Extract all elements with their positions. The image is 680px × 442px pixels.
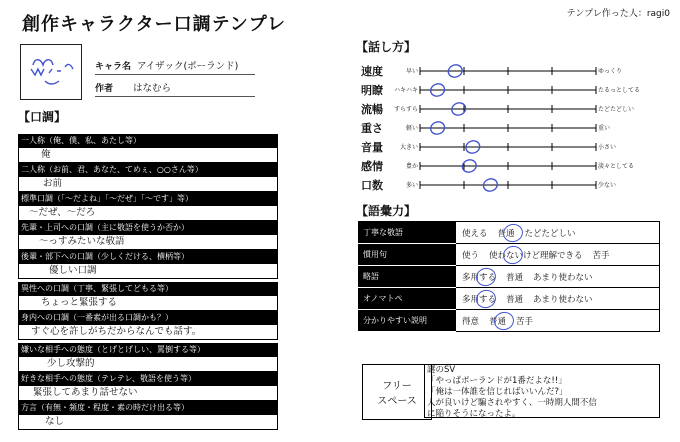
- scale-left-hint: 多い: [405, 182, 418, 189]
- vocab-row: [359, 244, 660, 266]
- free-space-line: 人が良いけど騙されやすく、一時期人間不信: [427, 398, 597, 408]
- template-credit: テンプレ作った人：ragi0: [566, 9, 670, 19]
- vocab-label: オノマトペ: [359, 288, 456, 310]
- speech-item-header: 身内への口調（一番素が出る口調かも？）: [18, 311, 278, 325]
- vocab-option: あまり使わない: [533, 294, 593, 305]
- scale-right-hint: たどたどしい: [598, 106, 635, 113]
- vocab-section-heading: 【語彙力】: [356, 204, 417, 218]
- free-space-line: 「俺は一体誰を信じればいいんだ?」: [427, 387, 568, 397]
- speech-item-header: 二人称（お前、君、あなた、てめぇ、○○さん等）: [18, 163, 278, 177]
- speech-item-header: 一人称（俺、僕、私、あたし等）: [18, 134, 278, 148]
- speech-item-text: 〜だぜ、〜だろ: [29, 207, 96, 218]
- speech-section-heading: 【口調】: [18, 110, 67, 124]
- author-value: はなむら: [133, 83, 172, 94]
- vocab-table: [358, 221, 660, 332]
- vocab-option: 苦手: [592, 250, 610, 261]
- speech-item-header: 標準口調（「〜だよね」「〜だぜ」「〜です」等）: [18, 192, 278, 206]
- vocab-option: 使う: [462, 250, 480, 261]
- vocab-label: 丁寧な敬語: [359, 222, 456, 244]
- scale-right-hint: 重い: [598, 125, 611, 132]
- scale-label: 感情: [361, 160, 383, 173]
- vocab-option: 多用する: [462, 294, 497, 305]
- scale-label: 明瞭: [361, 84, 383, 97]
- vocab-option: 普通: [506, 272, 524, 283]
- speech-item-header: 異性への口調（丁寧、緊張してどもる等）: [18, 282, 278, 296]
- scale-right-hint: 少ない: [598, 182, 617, 189]
- vocab-option: たどたどしい: [524, 228, 576, 239]
- speech-item-header: 好きな相手への態度（テレテレ、敬語を使う等）: [18, 372, 278, 386]
- vocab-options: [456, 266, 660, 288]
- scale-row: [420, 158, 596, 174]
- speech-item-text: 優しい口調: [49, 265, 97, 276]
- vocab-options: [456, 310, 660, 332]
- speech-item-header: 嫌いな相手への態度（とげとげしい、罵倒する等）: [18, 343, 278, 357]
- speech-item-text: 〜っすみたいな敬語: [39, 236, 125, 247]
- scale-left-hint: すらすら: [394, 106, 419, 113]
- scale-row: [420, 139, 596, 155]
- vocab-row: [359, 310, 660, 332]
- vocab-row: [359, 288, 660, 310]
- character-name-value: アイザック(ポーランド): [137, 61, 239, 72]
- scale-label: 流暢: [361, 103, 383, 116]
- speech-item-header: 先輩・上司への口調（主に敬語を使うか否か）: [18, 221, 278, 235]
- free-space-label-box: [362, 364, 432, 420]
- scale-left-hint: 軽い: [405, 125, 418, 132]
- scale-left-hint: ハキハキ: [394, 87, 419, 94]
- vocab-option: 普通: [489, 316, 507, 327]
- character-name-label: キャラ名: [95, 62, 132, 72]
- scale-label: 口数: [361, 179, 383, 192]
- vocab-option: あまり使わない: [533, 272, 593, 283]
- vocab-label: 略語: [359, 266, 456, 288]
- talk-section-heading: 【話し方】: [356, 40, 417, 54]
- scale-label: 速度: [361, 65, 383, 78]
- scale-row: [420, 120, 596, 136]
- scale-right-hint: 小さい: [598, 144, 617, 151]
- scale-right-hint: たるっとしてる: [598, 87, 641, 94]
- speech-item-text: なし: [45, 416, 65, 427]
- scale-label: 音量: [361, 141, 383, 154]
- vocab-option: 使わないけど理解できる: [489, 250, 583, 261]
- scale-row: [420, 177, 596, 193]
- author-label: 作者: [95, 84, 114, 94]
- vocab-options: [456, 244, 660, 266]
- scale-left-hint: 豊か: [405, 163, 418, 170]
- vocab-row: [359, 266, 660, 288]
- scale-left-hint: 大きい: [399, 144, 418, 151]
- vocab-option: 得意: [462, 316, 480, 327]
- speech-item-text: 俺: [41, 149, 51, 160]
- vocab-options: [456, 222, 660, 244]
- vocab-option: 普通: [497, 228, 515, 239]
- vocab-label: 分かりやすい説明: [359, 310, 456, 332]
- vocab-option: 使える: [462, 228, 488, 239]
- speech-item-text: ちょっと緊張する: [41, 297, 118, 308]
- scale-left-hint: 早い: [405, 68, 418, 75]
- vocab-options: [456, 288, 660, 310]
- speech-item-header: 後輩・部下への口調（少しくだける、横柄等）: [18, 250, 278, 264]
- speech-item-header: 方言（有無・頻度・程度・素の時だけ出る等）: [18, 401, 278, 415]
- speech-item-text: すぐ心を許しがちだからなんでも話す。: [31, 326, 202, 337]
- vocab-label: 慣用句: [359, 244, 456, 266]
- vocab-option: 多用する: [462, 272, 497, 283]
- free-space-line: 「やっぱポーランドが1番だよな!!」: [427, 376, 567, 386]
- page-title: 創作キャラクター口調テンプレ: [22, 14, 287, 35]
- speech-item-text: 緊張してあまり話せない: [33, 387, 138, 398]
- scale-row: [420, 82, 596, 98]
- speech-item-text: 少し攻撃的: [47, 358, 95, 369]
- speech-item-text: お前: [43, 178, 63, 189]
- free-space-text: [424, 364, 660, 418]
- scale-row: [420, 63, 596, 79]
- scale-right-hint: 淡々としてる: [598, 163, 635, 170]
- free-space-label: フリー: [382, 381, 412, 392]
- vocab-row: [359, 222, 660, 244]
- scale-right-hint: ゆっくり: [598, 68, 622, 75]
- scale-label: 重さ: [361, 122, 383, 135]
- free-space-line: 謎のSV: [427, 365, 456, 375]
- free-space-line: に陥りそうになったよ。: [427, 409, 521, 419]
- vocab-option: 普通: [506, 294, 524, 305]
- scale-row: [420, 101, 596, 117]
- free-space-label: スペース: [377, 396, 417, 407]
- vocab-option: 苦手: [516, 316, 534, 327]
